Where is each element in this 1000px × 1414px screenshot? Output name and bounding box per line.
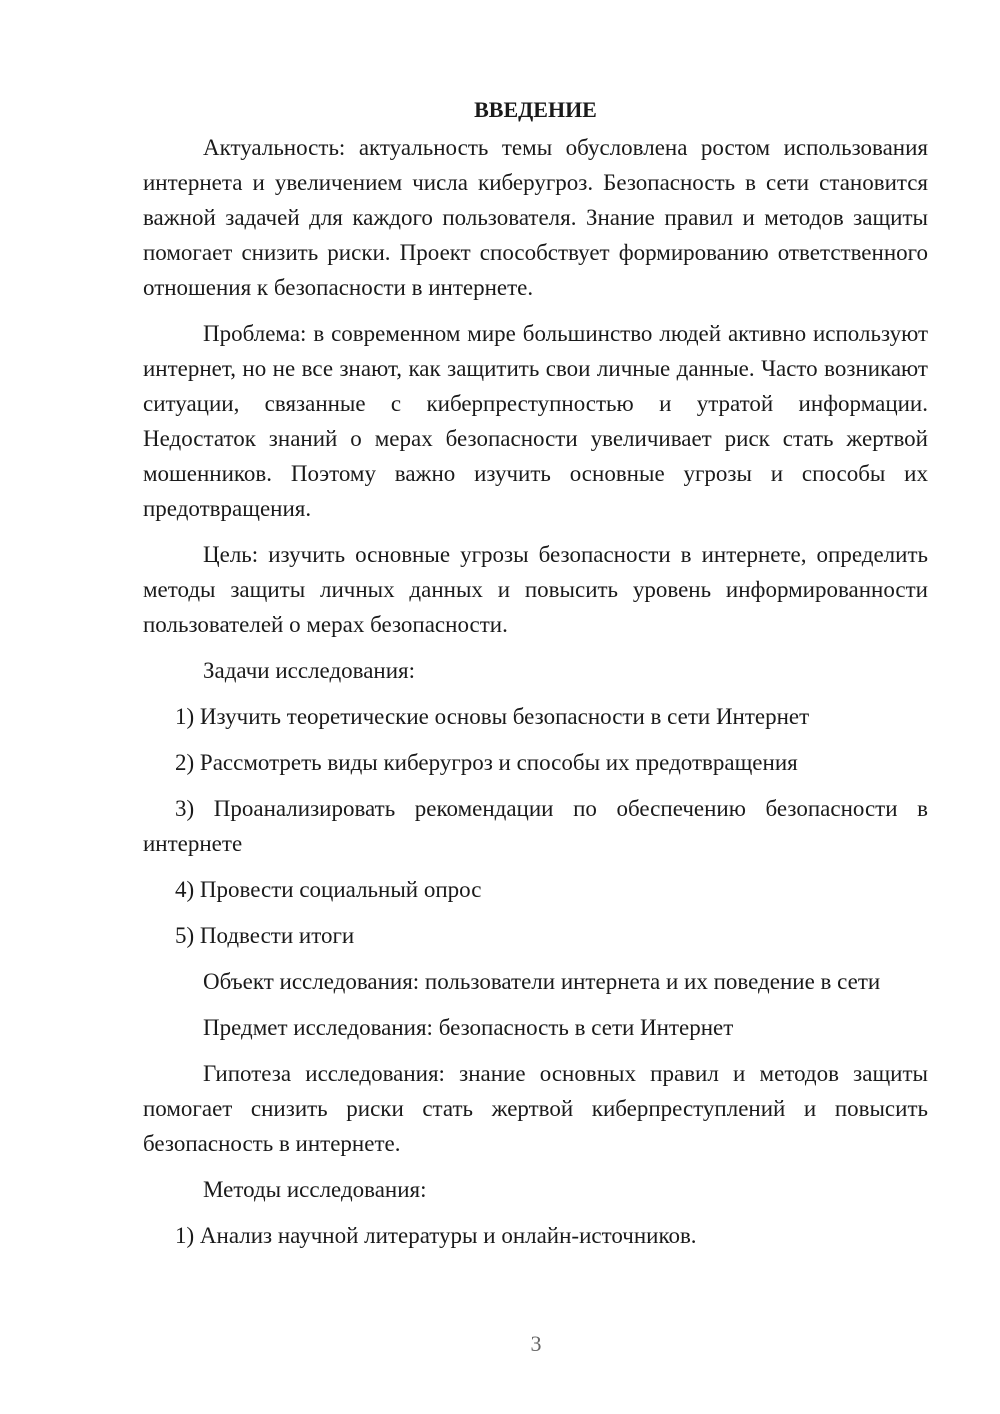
tasks-heading: Задачи исследования: bbox=[203, 658, 416, 683]
paragraph-subject: Предмет исследования: безопасность в сети Интернет bbox=[203, 1015, 734, 1040]
task-item-1: 1) Изучить теоретические основы безопасности в сети Интернет bbox=[175, 704, 810, 729]
task-item-2: 2) Рассмотреть виды киберугроз и способы их предотвращения bbox=[175, 750, 798, 775]
page-title: ВВЕДЕНИЕ bbox=[474, 97, 597, 122]
paragraph-relevance: Актуальность: актуальность темы обусловлена ростом использования интернета и увеличением числа киберугроз. Безопасность в сети становится важной задачей для каждого пользователя. Знание правил и методов защиты помогает снизить риски. Проект способствует формированию ответственного отношения к безопасности в интернете. bbox=[143, 135, 928, 300]
task-item-3: 3) Проанализировать рекомендации по обеспечению безопасности в интернете bbox=[143, 796, 928, 856]
task-item-5: 5) Подвести итоги bbox=[175, 923, 355, 948]
page-content bbox=[143, 90, 928, 1264]
page-number: 3 bbox=[530, 1331, 542, 1356]
paragraph-hypothesis: Гипотеза исследования: знание основных правил и методов защиты помогает снизить риски стать жертвой киберпреступлений и повысить безопасность в интернете. bbox=[143, 1061, 928, 1156]
paragraph-goal: Цель: изучить основные угрозы безопасности в интернете, определить методы защиты личных данных и повысить уровень информированности пользователей о мерах безопасности. bbox=[143, 542, 928, 637]
paragraph-object: Объект исследования: пользователи интернета и их поведение в сети bbox=[203, 969, 881, 994]
task-item-4: 4) Провести социальный опрос bbox=[175, 877, 482, 902]
paragraph-problem: Проблема: в современном мире большинство людей активно используют интернет, но не все знают, как защитить свои личные данные. Часто возникают ситуации, связанные с киберпреступностью и утратой информации. Недостаток знаний о мерах безопасности увеличивает риск стать жертвой мошенников. Поэтому важно изучить основные угрозы и способы их предотвращения. bbox=[143, 321, 928, 521]
method-item-1: 1) Анализ научной литературы и онлайн-источников. bbox=[175, 1223, 697, 1248]
methods-heading: Методы исследования: bbox=[203, 1177, 427, 1202]
